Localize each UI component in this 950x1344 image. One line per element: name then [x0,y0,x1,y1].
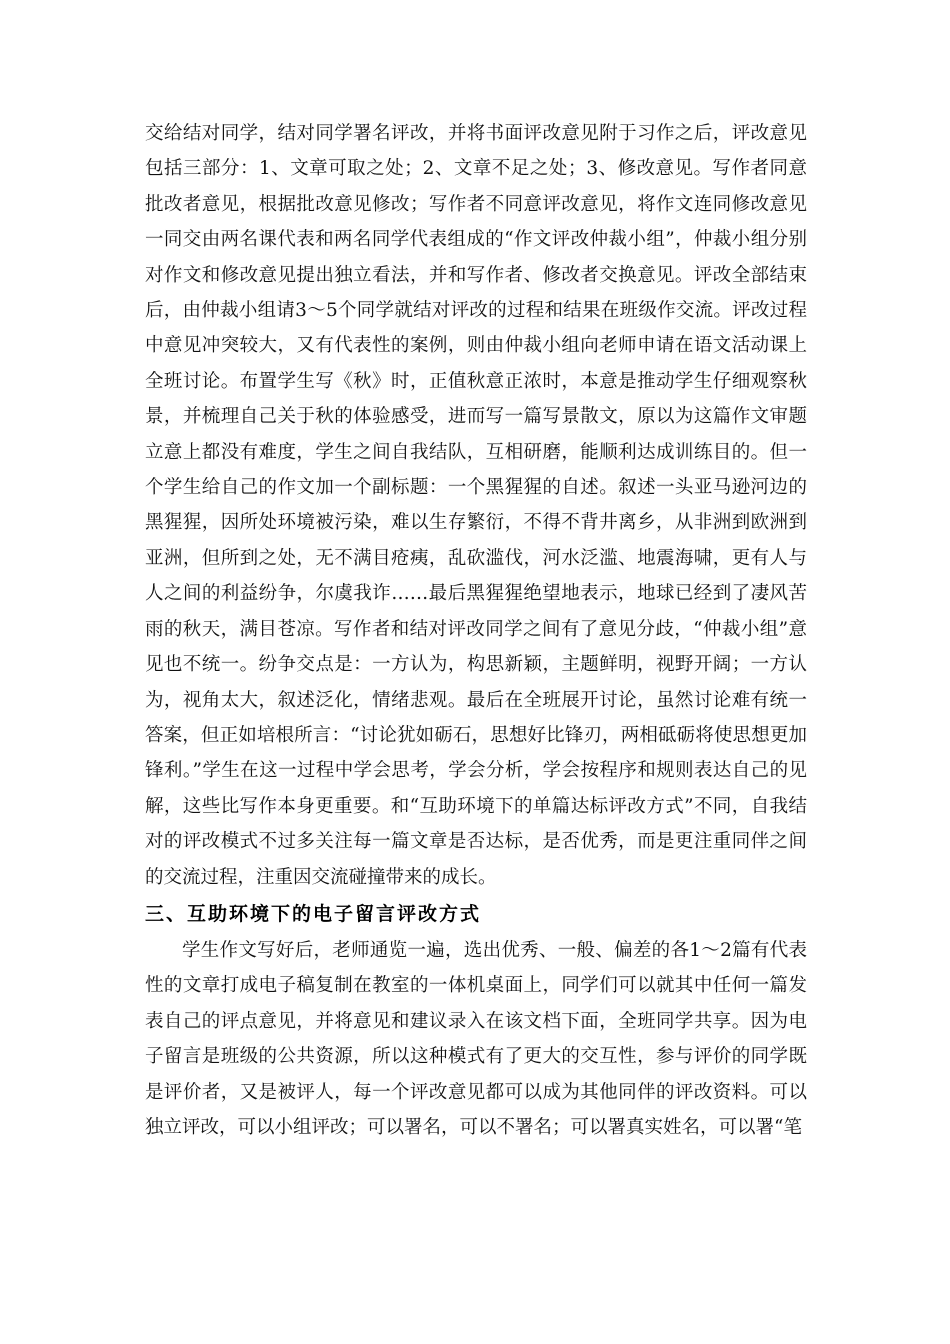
body-paragraph: 学生作文写好后，老师通览一遍，选出优秀、一般、偏差的各1～2篇有代表性的文章打成电子稿复制在教室的一体机桌面上，同学们可以就其中任何一篇发表自己的评点意见，并将意见和建议录入在该文档下面，全班同学共享。因为电子留言是班级的公共资源，所以这种模式有了更大的交互性，参与评价的同学既是评价者，又是被评人，每一个评改意见都可以成为其他同伴的评改资料。可以独立评改，可以小组评改；可以署名，可以不署名；可以署真实姓名，可以署“笔 [145,939,807,1138]
document-body [145,116,807,1145]
section-heading: 三、互助环境下的电子留言评改方式 [145,902,482,925]
body-paragraph-continued: 交给结对同学，结对同学署名评改，并将书面评改意见附于习作之后，评改意见包括三部分：1、文章可取之处；2、文章不足之处；3、修改意见。写作者同意批改者意见，根据批改意见修改；写作者不同意评改意见，将作文连同修改意见一同交由两名课代表和两名同学代表组成的“作文评改仲裁小组”，仲裁小组分别对作文和修改意见提出独立看法，并和写作者、修改者交换意见。评改全部结束后，由仲裁小组请3～5个同学就结对评改的过程和结果在班级作交流。评改过程中意见冲突较大，又有代表性的案例，则由仲裁小组向老师申请在语文活动课上全班讨论。布置学生写《秋》时，正值秋意正浓时，本意是推动学生仔细观察秋景，并梳理自己关于秋的体验感受，进而写一篇写景散文，原以为这篇作文审题立意上都没有难度，学生之间自我结队，互相研磨，能顺利达成训练目的。但一个学生给自己的作文加一个副标题：一个黑猩猩的自述。叙述一头亚马逊河边的黑猩猩，因所处环境被污染，难以生存繁衍，不得不背井离乡，从非洲到欧洲到亚洲，但所到之处，无不满目疮痍，乱砍滥伐，河水泛滥、地震海啸，更有人与人之间的利益纷争，尔虞我诈……最后黑猩猩绝望地表示，地球已经到了凄风苦雨的秋天，满目苍凉。写作者和结对评改同学之间有了意见分歧，“仲裁小组”意见也不统一。纷争交点是：一方认为，构思新颖，主题鲜明，视野开阔；一方认为，视角太大，叙述泛化，情绪悲观。最后在全班展开讨论，虽然讨论难有统一答案，但正如培根所言：“讨论犹如砺石，思想好比锋刃，两相砥砺将使思想更加锋利。”学生在这一过程中学会思考，学会分析，学会按程序和规则表达自己的见解，这些比写作本身更重要。和“互助环境下的单篇达标评改方式”不同，自我结对的评改模式不过多关注每一篇文章是否达标，是否优秀，而是更注重同伴之间的交流过程，注重因交流碰撞带来的成长。 [145,123,807,888]
